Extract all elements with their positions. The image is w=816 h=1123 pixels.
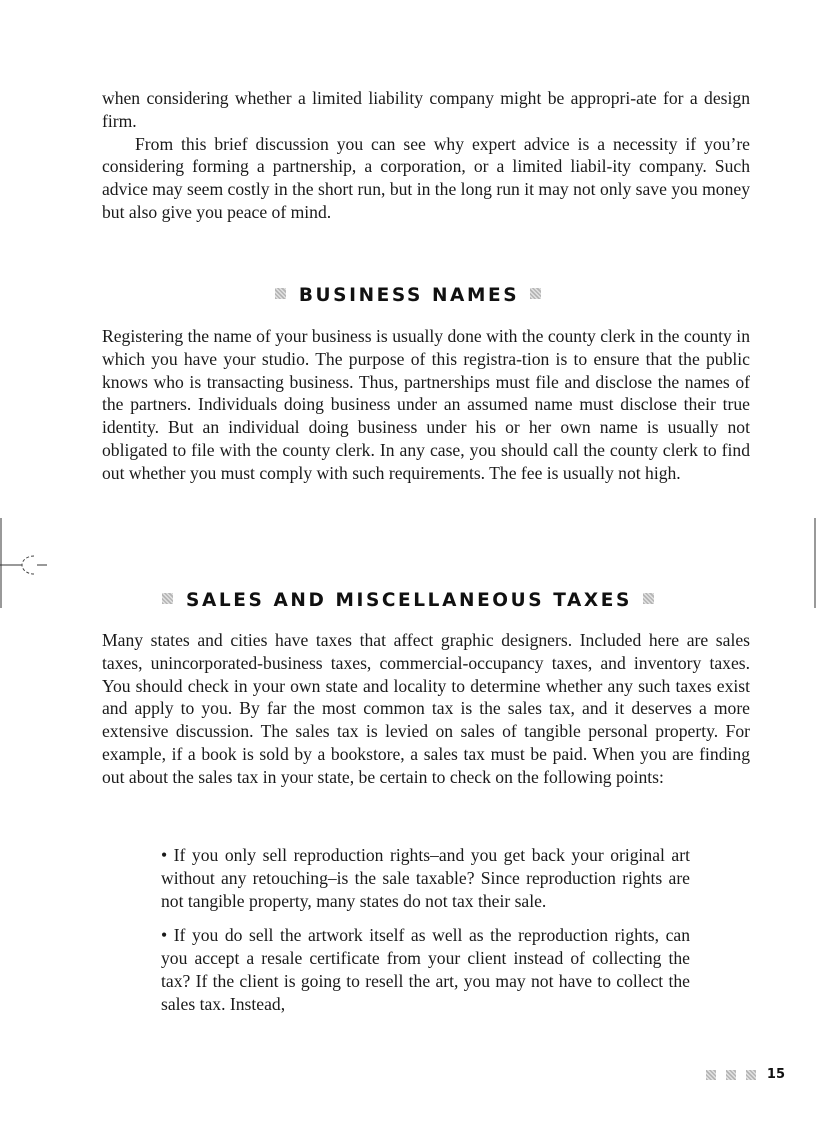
footer-ornament-icon <box>746 1070 756 1080</box>
registration-mark-icon <box>808 518 816 608</box>
intro-text <box>102 87 750 224</box>
heading-ornament-icon <box>643 593 654 604</box>
business-names-paragraph: Registering the name of your business is usually done with the county clerk in the county in which you have your studio. The purpose of this registra-tion is to ensure that the public knows who is transacting business. Thus, partnerships must file and disclose the names of the partners. Individuals doing business under an assumed name must disclose their true identity. But an individual doing business under his or her own name is usually not obligated to file with the county clerk. In any case, you should call the county clerk to find out whether you must comply with such requirements. The fee is usually not high. <box>102 326 750 483</box>
heading-text: BUSINESS NAMES <box>298 285 520 306</box>
business-names-text <box>102 325 750 485</box>
sales-taxes-text <box>102 629 750 789</box>
section-heading-business-names <box>0 285 816 306</box>
heading-ornament-icon <box>275 288 286 299</box>
registration-mark-icon <box>0 518 60 608</box>
footer-ornament-icon <box>706 1070 716 1080</box>
heading-text: SALES AND MISCELLANEOUS TAXES <box>186 590 632 611</box>
section-heading-sales-taxes <box>0 590 816 611</box>
bullet-item: • If you only sell reproduction rights–and you get back your original art without any retouching–is the sale taxable? Since reproduction rights are not tangible property, many states do not tax their sale. <box>161 845 690 911</box>
bullet-item: • If you do sell the artwork itself as well as the reproduction rights, can you accept a resale certificate from your client instead of collecting the tax? If the client is going to resell the art, you may not have to collect the sales tax. Instead, <box>161 925 690 1014</box>
heading-ornament-icon <box>162 593 173 604</box>
footer-ornament-icon <box>726 1070 736 1080</box>
sales-taxes-paragraph: Many states and cities have taxes that affect graphic designers. Included here are sales taxes, unincorporated-business taxes, commercial-occupancy taxes, and inventory taxes. You should check in your own state and locality to determine whether any such taxes exist and apply to you. By far the most common tax is the sales tax, and it deserves a more extensive discussion. The sales tax is levied on sales of tangible personal property. For example, if a book is sold by a bookstore, a sales tax must be paid. When you are finding out about the sales tax in your state, be certain to check on the following points: <box>102 630 750 787</box>
page-number: 15 <box>766 1067 785 1082</box>
page-footer <box>706 1067 785 1082</box>
sales-tax-bullet-list <box>161 844 690 1028</box>
intro-paragraph-2: From this brief discussion you can see why expert advice is a necessity if you’re considering forming a partnership, a corporation, or a limited liabil-ity company. Such advice may seem costly in the short run, but in the long run it may not only save you money but also give you peace of mind. <box>102 133 750 222</box>
heading-ornament-icon <box>530 288 541 299</box>
intro-paragraph-1: when considering whether a limited liability company might be appropri-ate for a design firm. <box>102 88 750 131</box>
